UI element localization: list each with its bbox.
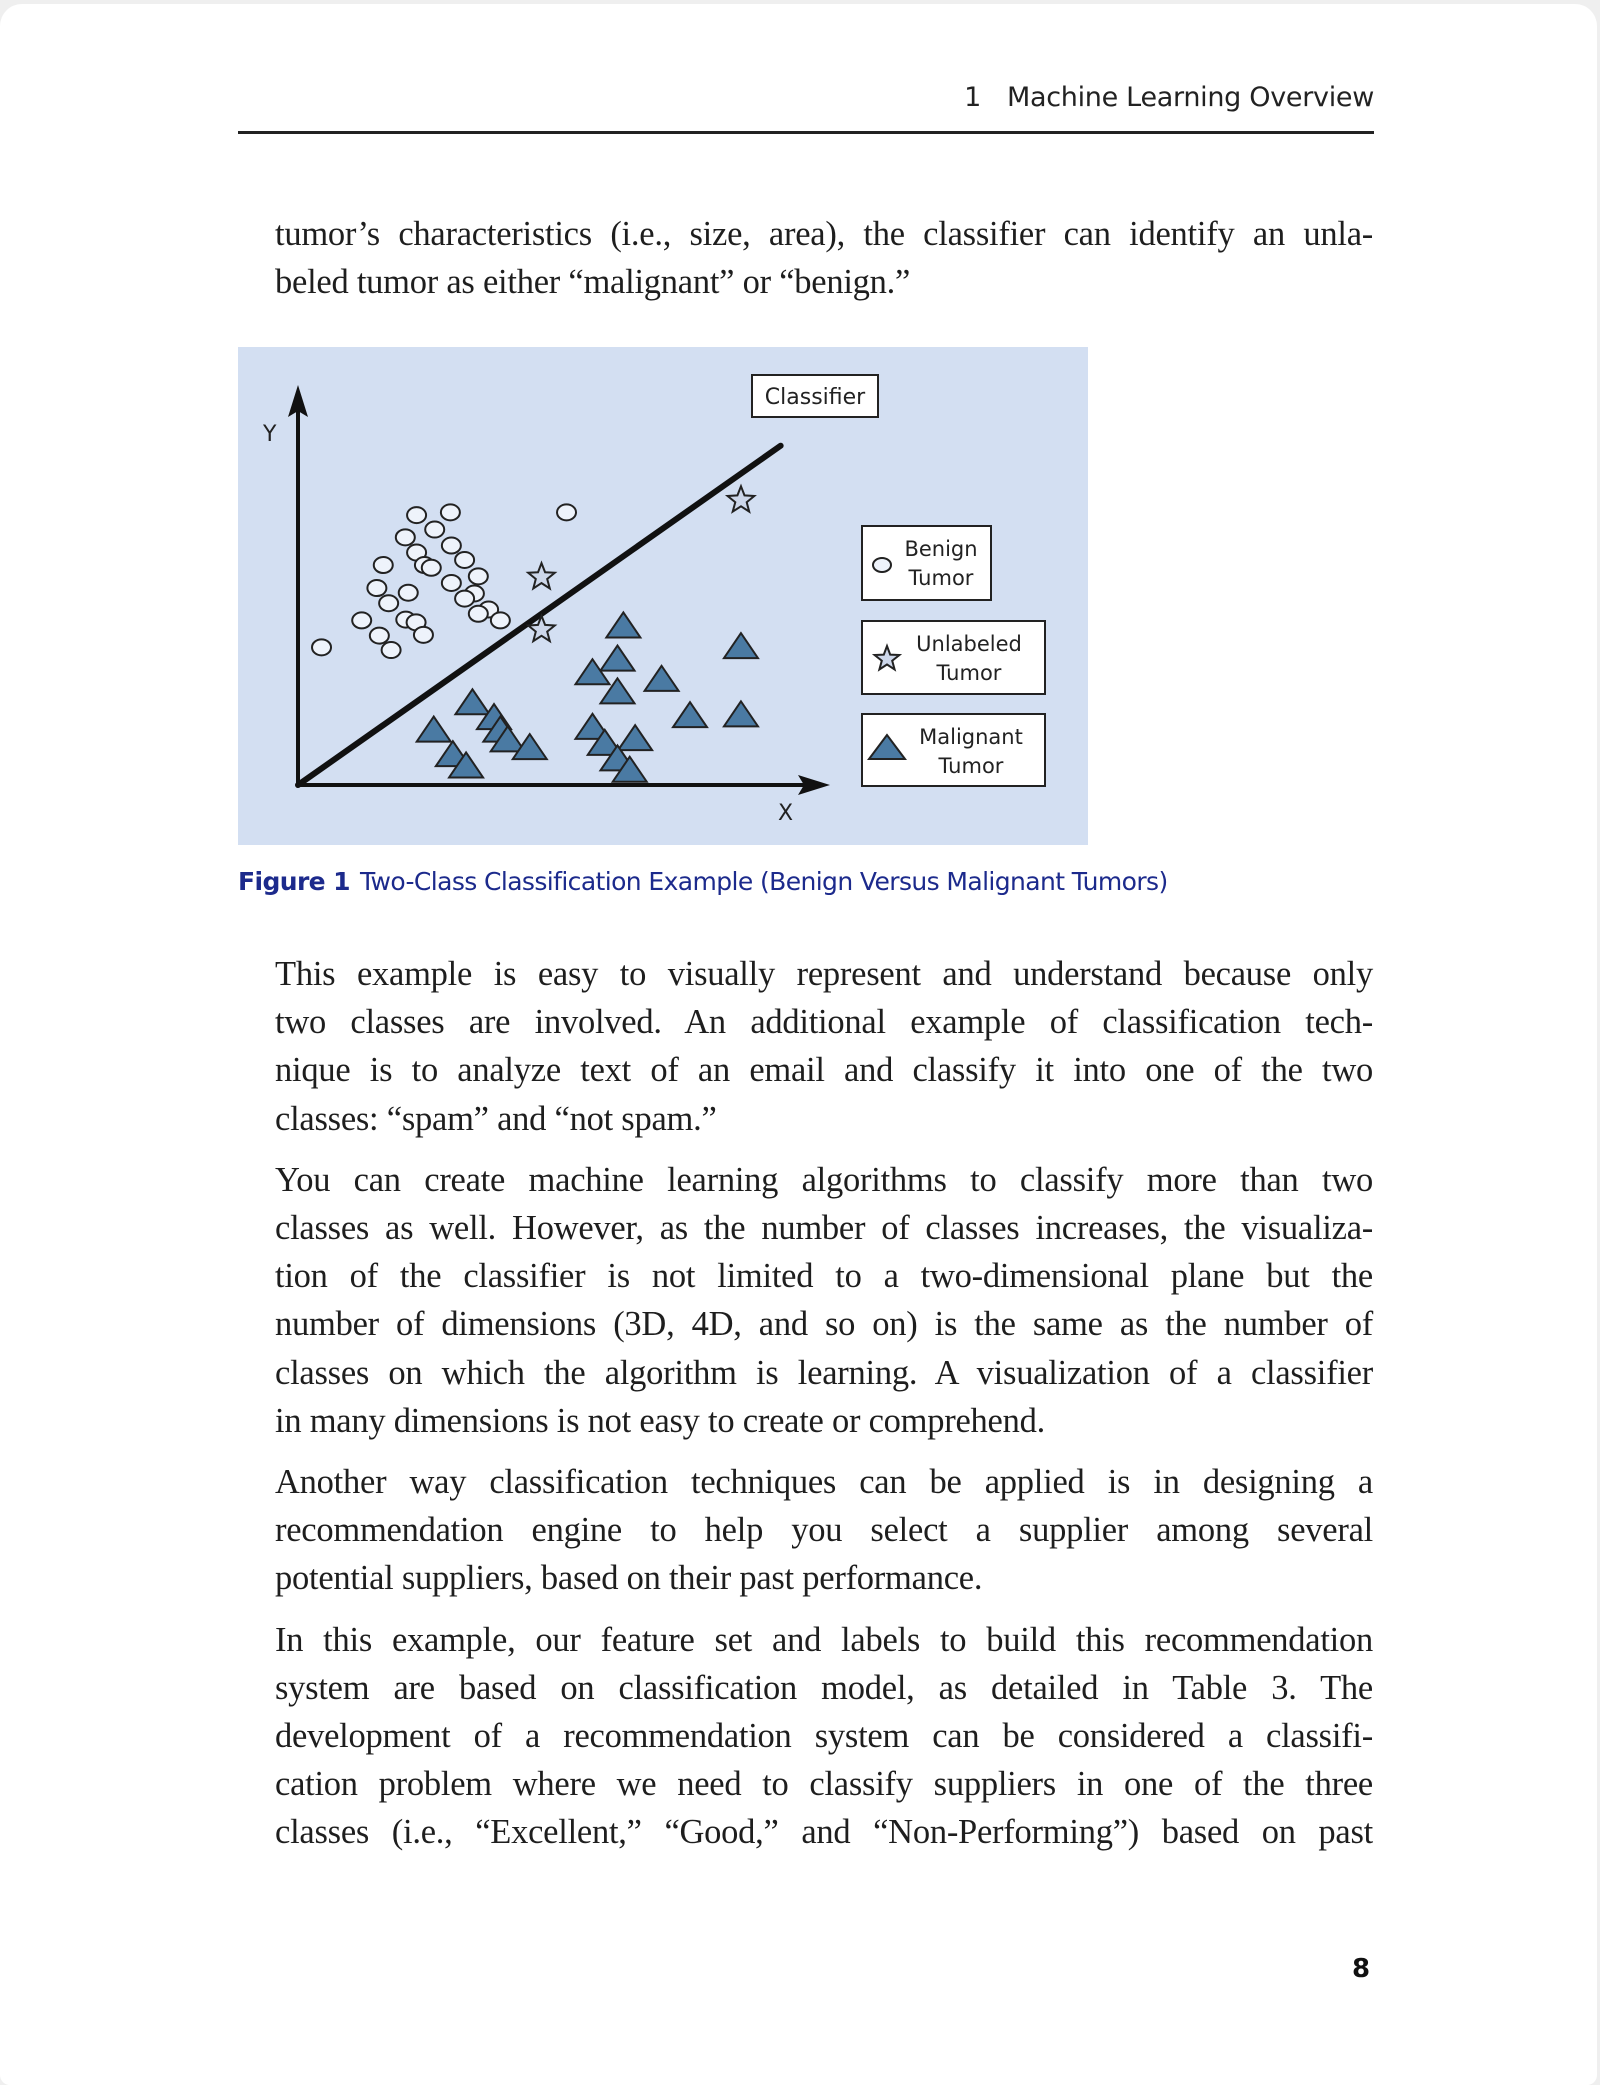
malignant-point bbox=[455, 689, 489, 714]
malignant-point bbox=[417, 717, 451, 742]
scatter-plot bbox=[238, 347, 1088, 845]
benign-point bbox=[422, 560, 441, 576]
text-line: classes: “spam” and “not spam.” bbox=[275, 1099, 717, 1138]
chapter-title: Machine Learning Overview bbox=[1006, 82, 1374, 113]
benign-point bbox=[374, 557, 393, 573]
malignant-point bbox=[724, 701, 758, 726]
figure-classification bbox=[238, 347, 1088, 845]
unlabeled-point bbox=[728, 486, 755, 511]
paragraph bbox=[275, 950, 1373, 1143]
circle-marker-icon bbox=[873, 558, 891, 572]
document-page bbox=[0, 4, 1597, 2085]
legend-label: Tumor bbox=[936, 661, 1002, 685]
malignant-point bbox=[600, 646, 634, 671]
text-line: classes (i.e., “Excellent,” “Good,” and “Non-Performing”) based on past bbox=[275, 1813, 1373, 1852]
malignant-point bbox=[575, 659, 609, 684]
figure-label: Figure 1 bbox=[238, 867, 350, 896]
legend bbox=[862, 526, 1045, 786]
text-line: potential suppliers, based on their past performance. bbox=[275, 1559, 983, 1598]
text-line: In this example, our feature set and labels to build this recommendation bbox=[275, 1620, 1373, 1659]
running-head bbox=[238, 82, 1374, 113]
benign-point bbox=[407, 507, 426, 523]
benign-point bbox=[399, 585, 418, 601]
body-paragraphs bbox=[275, 950, 1373, 1870]
benign-point bbox=[455, 552, 474, 568]
benign-point bbox=[455, 591, 474, 607]
text-line: in many dimensions is not easy to create or comprehend. bbox=[275, 1401, 1045, 1440]
benign-point bbox=[312, 639, 331, 655]
unlabeled-point bbox=[528, 563, 555, 588]
header-rule bbox=[238, 131, 1374, 134]
classifier-label-box bbox=[752, 375, 878, 417]
malignant-point bbox=[645, 666, 679, 691]
malignant-point bbox=[606, 612, 640, 637]
benign-point bbox=[352, 612, 371, 628]
benign-point bbox=[414, 627, 433, 643]
malignant-point bbox=[673, 702, 707, 727]
text-line: classes on which the algorithm is learning. A visualization of a classifier bbox=[275, 1353, 1373, 1392]
text-line: tumor’s characteristics (i.e., size, area), the classifier can identify an unla- bbox=[275, 215, 1373, 253]
legend-item-benign bbox=[862, 526, 991, 600]
text-line: nique is to analyze text of an email and classify it into one of the two bbox=[275, 1051, 1373, 1090]
paragraph bbox=[275, 1616, 1373, 1857]
x-axis-label: X bbox=[778, 801, 794, 826]
benign-point bbox=[469, 568, 488, 584]
benign-point bbox=[379, 595, 398, 611]
benign-point bbox=[382, 642, 401, 658]
benign-point bbox=[441, 504, 460, 520]
text-line: two classes are involved. An additional example of classification tech- bbox=[275, 1003, 1373, 1042]
intro-paragraph bbox=[275, 210, 1373, 306]
text-line: cation problem where we need to classify suppliers in one of the three bbox=[275, 1765, 1373, 1804]
text-line: number of dimensions (3D, 4D, and so on) is the same as the number of bbox=[275, 1305, 1373, 1344]
benign-point bbox=[425, 522, 444, 538]
classifier-label: Classifier bbox=[764, 385, 866, 410]
paragraph bbox=[275, 1458, 1373, 1603]
legend-label: Tumor bbox=[908, 566, 974, 590]
text-line: recommendation engine to help you select a supplier among several bbox=[275, 1511, 1373, 1550]
legend-item-unlabeled bbox=[862, 621, 1045, 694]
legend-label: Unlabeled bbox=[916, 632, 1022, 656]
benign-point bbox=[367, 580, 386, 596]
chapter-number: 1 bbox=[964, 82, 981, 113]
benign-point bbox=[469, 606, 488, 622]
benign-point bbox=[557, 504, 576, 520]
text-line: This example is easy to visually represent and understand because only bbox=[275, 955, 1373, 993]
legend-label: Tumor bbox=[938, 754, 1004, 778]
text-line: Another way classification techniques can be applied is in designing a bbox=[275, 1463, 1373, 1502]
legend-label: Malignant bbox=[919, 725, 1023, 749]
text-line: system are based on classification model, as detailed in Table 3. The bbox=[275, 1668, 1373, 1707]
benign-point bbox=[442, 575, 461, 591]
malignant-point bbox=[724, 633, 758, 658]
malignant-point bbox=[618, 725, 652, 750]
paragraph bbox=[275, 1156, 1373, 1445]
benign-point bbox=[396, 529, 415, 545]
text-line: development of a recommendation system can be considered a classifi- bbox=[275, 1717, 1373, 1756]
text-line: classes as well. However, as the number of classes increases, the visualiza- bbox=[275, 1209, 1373, 1248]
page-number: 8 bbox=[1352, 1954, 1371, 1984]
legend-item-malignant bbox=[862, 714, 1045, 786]
benign-point bbox=[442, 538, 461, 554]
text-line: tion of the classifier is not limited to a two-dimensional plane but the bbox=[275, 1257, 1373, 1296]
benign-point bbox=[370, 628, 389, 644]
text-line: beled tumor as either “malignant” or “benign.” bbox=[275, 263, 911, 302]
figure-caption bbox=[238, 867, 1168, 896]
y-axis-label: Y bbox=[263, 422, 277, 447]
benign-point bbox=[491, 612, 510, 628]
text-line: You can create machine learning algorithms to classify more than two bbox=[275, 1160, 1373, 1199]
figure-caption-text: Two-Class Classification Example (Benign Versus Malignant Tumors) bbox=[359, 867, 1168, 896]
legend-label: Benign bbox=[904, 537, 978, 561]
